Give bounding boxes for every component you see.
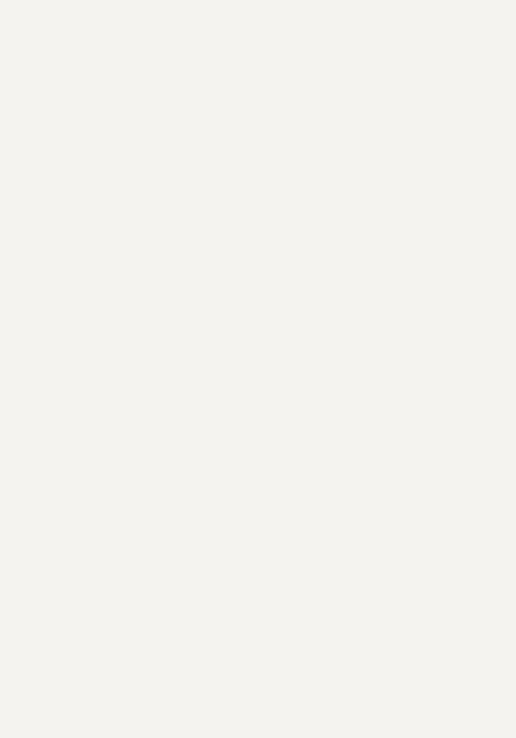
upper-text-block: [26, 40, 490, 370]
section-divider: [36, 377, 480, 378]
lower-text-block: [26, 384, 492, 702]
